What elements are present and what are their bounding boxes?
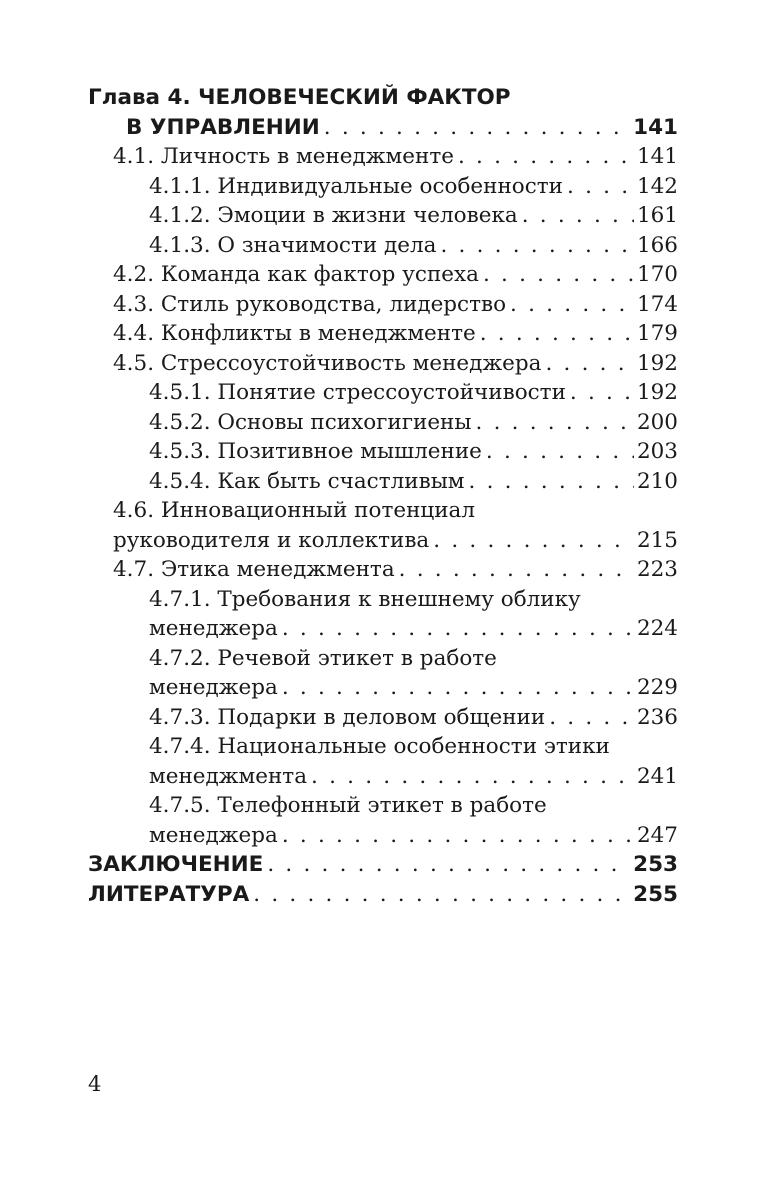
toc-page-number: 210 bbox=[636, 468, 678, 494]
toc-page-number: 224 bbox=[636, 616, 678, 641]
toc-entry-title: ЗАКЛЮЧЕНИЕ bbox=[88, 852, 264, 877]
toc-leader-dots bbox=[282, 673, 634, 703]
toc-entry-title: 4.1.2. Эмоции в жизни человека bbox=[149, 203, 518, 228]
toc-leader-dots bbox=[469, 467, 634, 497]
toc-page-number: 215 bbox=[636, 527, 678, 553]
page-number: 4 bbox=[88, 1072, 102, 1096]
toc-page-number: 229 bbox=[636, 675, 678, 700]
toc-entry-title: 4.7.5. Телефонный этикет в работе bbox=[149, 793, 547, 818]
toc-entry-title: 4.5.1. Понятие стрессоустойчивости bbox=[149, 380, 566, 405]
toc-page-number: 192 bbox=[636, 380, 678, 405]
toc-leader-dots bbox=[480, 319, 634, 349]
toc-entry-title: 4.3. Стиль руководства, лидерство bbox=[113, 291, 507, 317]
toc-entry-4-5-4[interactable] bbox=[88, 467, 678, 497]
toc-entry-4-6[interactable] bbox=[88, 496, 678, 555]
toc-entry-title: 4.5.2. Основы психогигиены bbox=[149, 409, 472, 435]
toc-entry-title: 4.1.1. Индивидуальные особенности bbox=[149, 173, 563, 199]
toc-leader-dots bbox=[253, 880, 630, 910]
toc-leader-dots bbox=[522, 201, 634, 231]
toc-chapter-4[interactable] bbox=[88, 83, 678, 142]
toc-leader-dots bbox=[476, 408, 634, 438]
toc-entry-4-7-5[interactable] bbox=[88, 791, 678, 850]
toc-leader-dots bbox=[570, 378, 634, 408]
toc-leader-dots bbox=[324, 113, 630, 143]
toc-literature[interactable] bbox=[88, 880, 678, 910]
toc-page-number: 203 bbox=[636, 439, 678, 464]
toc-entry-4-1[interactable] bbox=[88, 142, 678, 172]
toc-entry-4-1-1[interactable] bbox=[88, 172, 678, 202]
toc-entry-title: 4.2. Команда как фактор успеха bbox=[113, 262, 479, 287]
toc-leader-dots bbox=[549, 703, 634, 733]
toc-entry-4-7-2[interactable] bbox=[88, 644, 678, 703]
toc-entry-title: 4.5.4. Как быть счастливым bbox=[149, 468, 465, 494]
toc-entry-title-continued: В УПРАВЛЕНИИ bbox=[126, 114, 320, 140]
toc-page-number: 141 bbox=[633, 114, 678, 140]
toc-entry-4-1-2[interactable] bbox=[88, 201, 678, 231]
toc-conclusion[interactable] bbox=[88, 850, 678, 880]
toc-leader-dots bbox=[483, 260, 634, 290]
toc-page-number: 170 bbox=[636, 262, 678, 287]
toc-entry-4-5-1[interactable] bbox=[88, 378, 678, 408]
toc-entry-title: Глава 4. ЧЕЛОВЕЧЕСКИЙ ФАКТОР bbox=[88, 85, 511, 110]
toc-entry-4-7[interactable] bbox=[88, 555, 678, 585]
toc-page-number: 236 bbox=[636, 704, 678, 730]
toc-page-number: 241 bbox=[636, 763, 678, 789]
toc-page-number: 179 bbox=[636, 321, 678, 346]
toc-entry-4-7-3[interactable] bbox=[88, 703, 678, 733]
toc-entry-title: 4.7. Этика менеджмента bbox=[113, 557, 395, 582]
toc-entry-4-7-4[interactable] bbox=[88, 732, 678, 791]
toc-entry-title-continued: менеджмента bbox=[149, 763, 308, 789]
toc-entry-title: 4.6. Инновационный потенциал bbox=[113, 498, 476, 523]
toc-entry-4-4[interactable] bbox=[88, 319, 678, 349]
toc-entry-title: 4.7.2. Речевой этикет в работе bbox=[149, 645, 497, 671]
toc-entry-4-5-3[interactable] bbox=[88, 437, 678, 467]
toc-leader-dots bbox=[433, 526, 634, 556]
toc-entry-4-2[interactable] bbox=[88, 260, 678, 290]
toc-entry-title: 4.1.3. О значимости дела bbox=[149, 232, 437, 258]
toc-entry-title-continued: менеджера bbox=[149, 822, 278, 848]
toc-entry-title: 4.5. Стрессоустойчивость менеджера bbox=[113, 350, 542, 376]
toc-page-number: 174 bbox=[636, 291, 678, 317]
toc-page-number: 247 bbox=[636, 822, 678, 848]
toc-leader-dots bbox=[399, 555, 634, 585]
toc-leader-dots bbox=[510, 290, 634, 320]
toc-leader-dots bbox=[458, 142, 634, 172]
toc-entry-title: 4.7.3. Подарки в деловом общении bbox=[149, 704, 546, 730]
toc-entry-4-7-1[interactable] bbox=[88, 585, 678, 644]
toc-page-number: 166 bbox=[636, 232, 678, 258]
toc-entry-title: 4.5.3. Позитивное мышление bbox=[149, 439, 482, 464]
toc-entry-4-3[interactable] bbox=[88, 290, 678, 320]
toc-entry-4-1-3[interactable] bbox=[88, 231, 678, 261]
toc-leader-dots bbox=[267, 850, 630, 880]
toc-leader-dots bbox=[440, 231, 633, 261]
toc-leader-dots bbox=[311, 762, 634, 792]
toc-page-number: 255 bbox=[633, 881, 678, 907]
toc-entry-title-continued: менеджера bbox=[149, 616, 278, 641]
toc-page-number: 142 bbox=[636, 173, 678, 199]
toc-page-number: 200 bbox=[636, 409, 678, 435]
toc-entry-title-continued: руководителя и коллектива bbox=[113, 527, 430, 553]
toc-entry-4-5-2[interactable] bbox=[88, 408, 678, 438]
toc-leader-dots bbox=[486, 437, 634, 467]
toc-entry-title: 4.7.1. Требования к внешнему облику bbox=[149, 586, 581, 612]
toc-entry-title: 4.4. Конфликты в менеджменте bbox=[113, 321, 476, 346]
toc-leader-dots bbox=[567, 172, 634, 202]
toc-page-number: 223 bbox=[636, 557, 678, 582]
toc-leader-dots bbox=[282, 821, 634, 851]
toc-entry-4-5[interactable] bbox=[88, 349, 678, 379]
toc-page-number: 192 bbox=[636, 350, 678, 376]
toc-leader-dots bbox=[282, 614, 634, 644]
toc-page-number: 253 bbox=[633, 852, 678, 877]
toc-entry-title-continued: менеджера bbox=[149, 675, 278, 700]
toc-entry-title: 4.7.4. Национальные особенности этики bbox=[149, 734, 610, 759]
toc-page-number: 161 bbox=[636, 203, 678, 228]
toc-page-number: 141 bbox=[636, 144, 678, 169]
toc-leader-dots bbox=[545, 349, 633, 379]
toc-entry-title: ЛИТЕРАТУРА bbox=[88, 881, 250, 907]
toc-entry-title: 4.1. Личность в менеджменте bbox=[113, 144, 454, 169]
table-of-contents bbox=[88, 83, 678, 909]
